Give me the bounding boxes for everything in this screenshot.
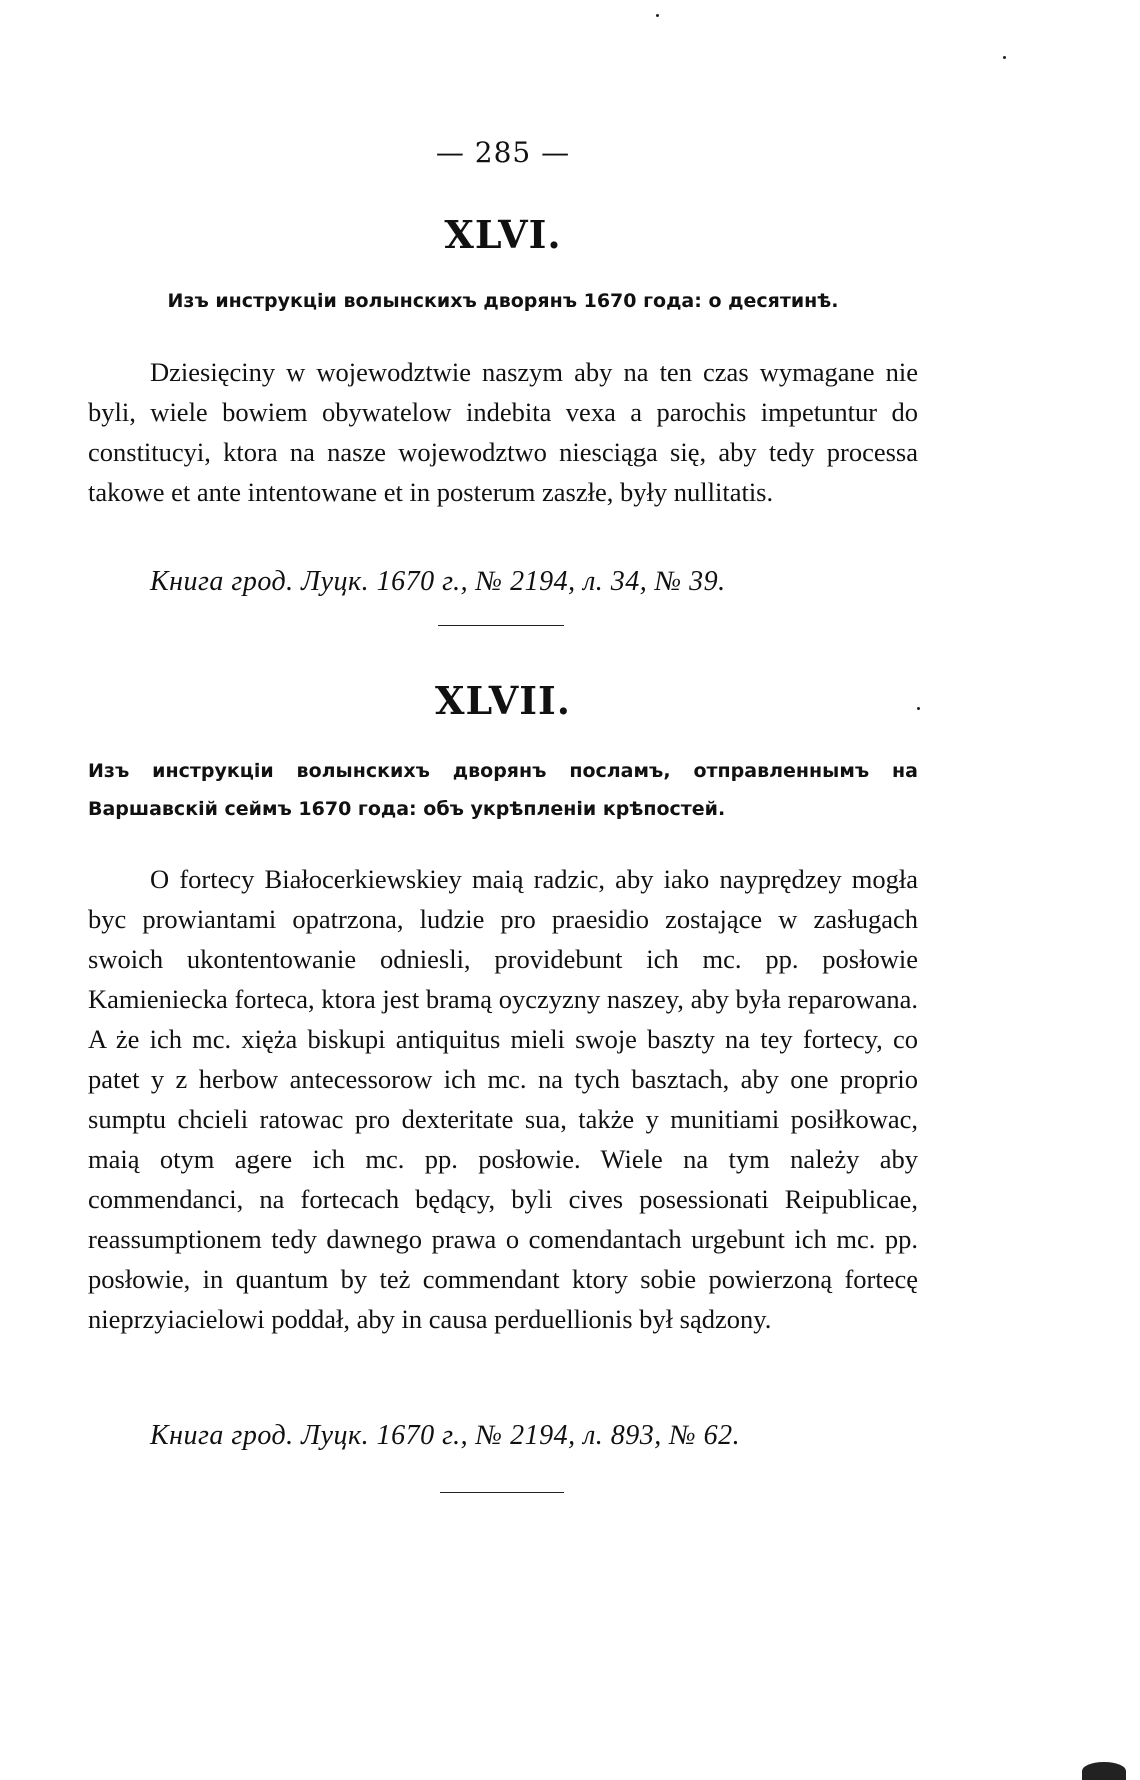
section-body-xlvi: Dziesięciny w wojewodztwie naszym aby na ten czas wymagane nie byli, wiele bowiem obywatelow indebita vexa a parochis impetuntur do constitucyi, ktora na nasze wojewodztwo niesciąga się, aby tedy processa takowe et ante intentowane et in posterum zaszłe, były nullitatis. bbox=[88, 357, 918, 507]
source-citation-xlvi: Книга грод. Луцк. 1670 г., № 2194, л. 34, № 39. bbox=[150, 566, 726, 597]
scan-speck bbox=[1082, 1762, 1126, 1780]
scan-speck bbox=[1003, 56, 1006, 59]
source-citation-xlvii: Книга грод. Луцк. 1670 г., № 2194, л. 893, № 62. bbox=[150, 1420, 741, 1451]
scan-speck bbox=[656, 14, 659, 17]
section-body-xlvii: O fortecy Białocerkiewskiey maią radzic, aby iako nayprędzey mogła byc prowiantami opatrzona, ludzie pro praesidio zostające w zasługach swoich ukontentowanie odniesli, providebunt ich mc. pp. posłowie Kamieniecka forteca, ktora jest bramą oyczyzny naszey, aby była reparowana. A że ich mc. xięża biskupi antiquitus mieli swoje baszty na tey fortecy, co patet y z herbow antecessorow ich mc. na tych basztach, aby one proprio sumptu chcieli ratowac pro dexteritate sua, także y munitiami posiłkowac, maią otym agere ich mc. pp. posłowie. Wiele na tym należy aby commendanci, na fortecach będący, byli cives posessionati Reipublicae, reassumptionem tedy dawnego prawa o comendantach urgebunt ich mc. pp. posłowie, in quantum by też commendant ktory sobie powierzoną fortecę nieprzyiacielowi poddał, aby in causa perduellionis był sądzony. bbox=[88, 864, 918, 1334]
separator-rule bbox=[440, 1492, 564, 1493]
section-heading-xlvi: Изъ инструкціи волынскихъ дворянъ 1670 года: о десятинѣ. bbox=[167, 290, 839, 312]
section-title-xlvii: XLVII. bbox=[435, 678, 571, 723]
scan-speck bbox=[917, 707, 920, 710]
section-title-xlvi: XLVI. bbox=[444, 212, 562, 257]
section-heading-xlvii: Изъ инструкціи волынскихъ дворянъ посламъ, отправленнымъ на Варшавскій сеймъ 1670 года: объ укрѣпленіи крѣпостей. bbox=[88, 760, 918, 820]
page-number: — 285 — bbox=[435, 136, 571, 169]
separator-rule bbox=[438, 625, 564, 626]
